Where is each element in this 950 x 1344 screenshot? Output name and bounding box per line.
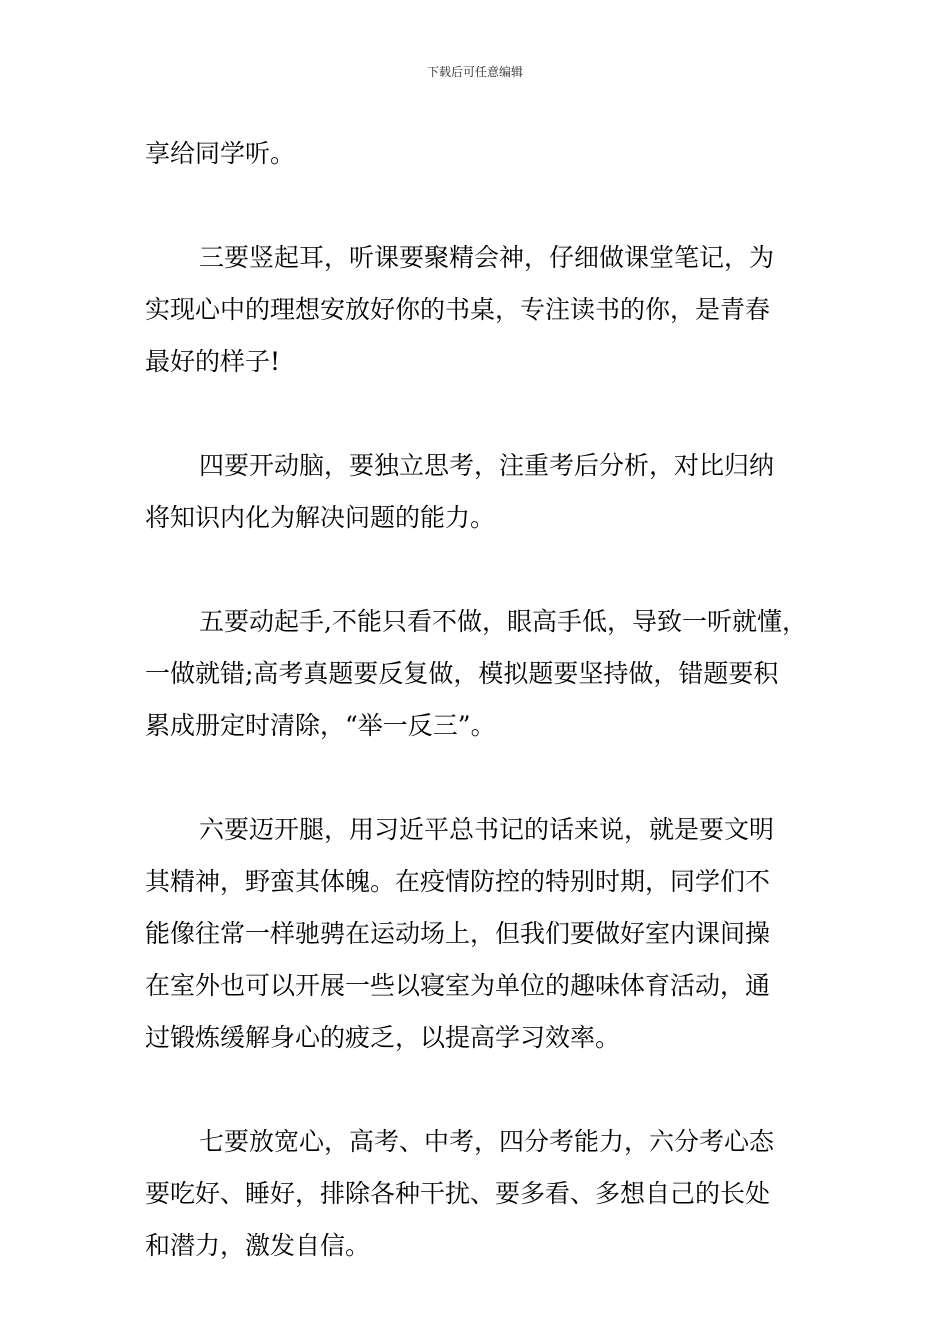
- paragraph-line: 一做就错;高考真题要反复做，模拟题要坚持做，错题要积: [145, 659, 779, 688]
- paragraph-line: 在室外也可以开展一些以寝室为单位的趣味体育活动，通: [145, 971, 771, 1000]
- paragraph: [145, 804, 810, 1064]
- paragraph: [145, 128, 810, 180]
- paragraph: [145, 440, 810, 544]
- paragraph-line: 能像往常一样驰骋在运动场上，但我们要做好室内课间操: [145, 919, 771, 948]
- paragraph-line: 五要动起手,不能只看不做，眼高手低，导致一听就懂，: [199, 607, 807, 636]
- paragraph-line: 三要竖起耳，听课要聚精会神，仔细做课堂笔记，为: [199, 243, 775, 272]
- paragraph: [145, 596, 810, 752]
- paragraph-gap: [145, 752, 810, 804]
- paragraph-line: 七要放宽心，高考、中考，四分考能力，六分考心态: [199, 1127, 775, 1156]
- paragraph-line: 要吃好、睡好，排除各种干扰、要多看、多想自己的长处: [145, 1179, 771, 1208]
- paragraph-line: 过锻炼缓解身心的疲乏，以提高学习效率。: [145, 1023, 621, 1052]
- paragraph-gap: [145, 388, 810, 440]
- paragraph-line: 六要迈开腿，用习近平总书记的话来说，就是要文明: [199, 815, 775, 844]
- paragraph-line: 实现心中的理想安放好你的书桌，专注读书的你，是青春: [145, 295, 771, 324]
- paragraph: [145, 232, 810, 388]
- paragraph-line: 最好的样子!: [145, 347, 281, 376]
- paragraph-line: 其精神，野蛮其体魄。在疫情防控的特别时期，同学们不: [145, 867, 771, 896]
- paragraph: [145, 1116, 810, 1272]
- paragraph-line: 累成册定时清除，“举一反三”。: [145, 711, 496, 740]
- paragraph-gap: [145, 544, 810, 596]
- paragraph-line: 享给同学听。: [145, 139, 296, 168]
- body-text: [145, 128, 810, 1272]
- paragraph-line: 和潜力，激发自信。: [145, 1231, 371, 1260]
- header-note: 下载后可任意编辑: [426, 65, 523, 79]
- paragraph-gap: [145, 180, 810, 232]
- paragraph-line: 将知识内化为解决问题的能力。: [145, 503, 496, 532]
- paragraph-gap: [145, 1064, 810, 1116]
- paragraph-line: 四要开动脑，要独立思考，注重考后分析，对比归纳: [199, 451, 775, 480]
